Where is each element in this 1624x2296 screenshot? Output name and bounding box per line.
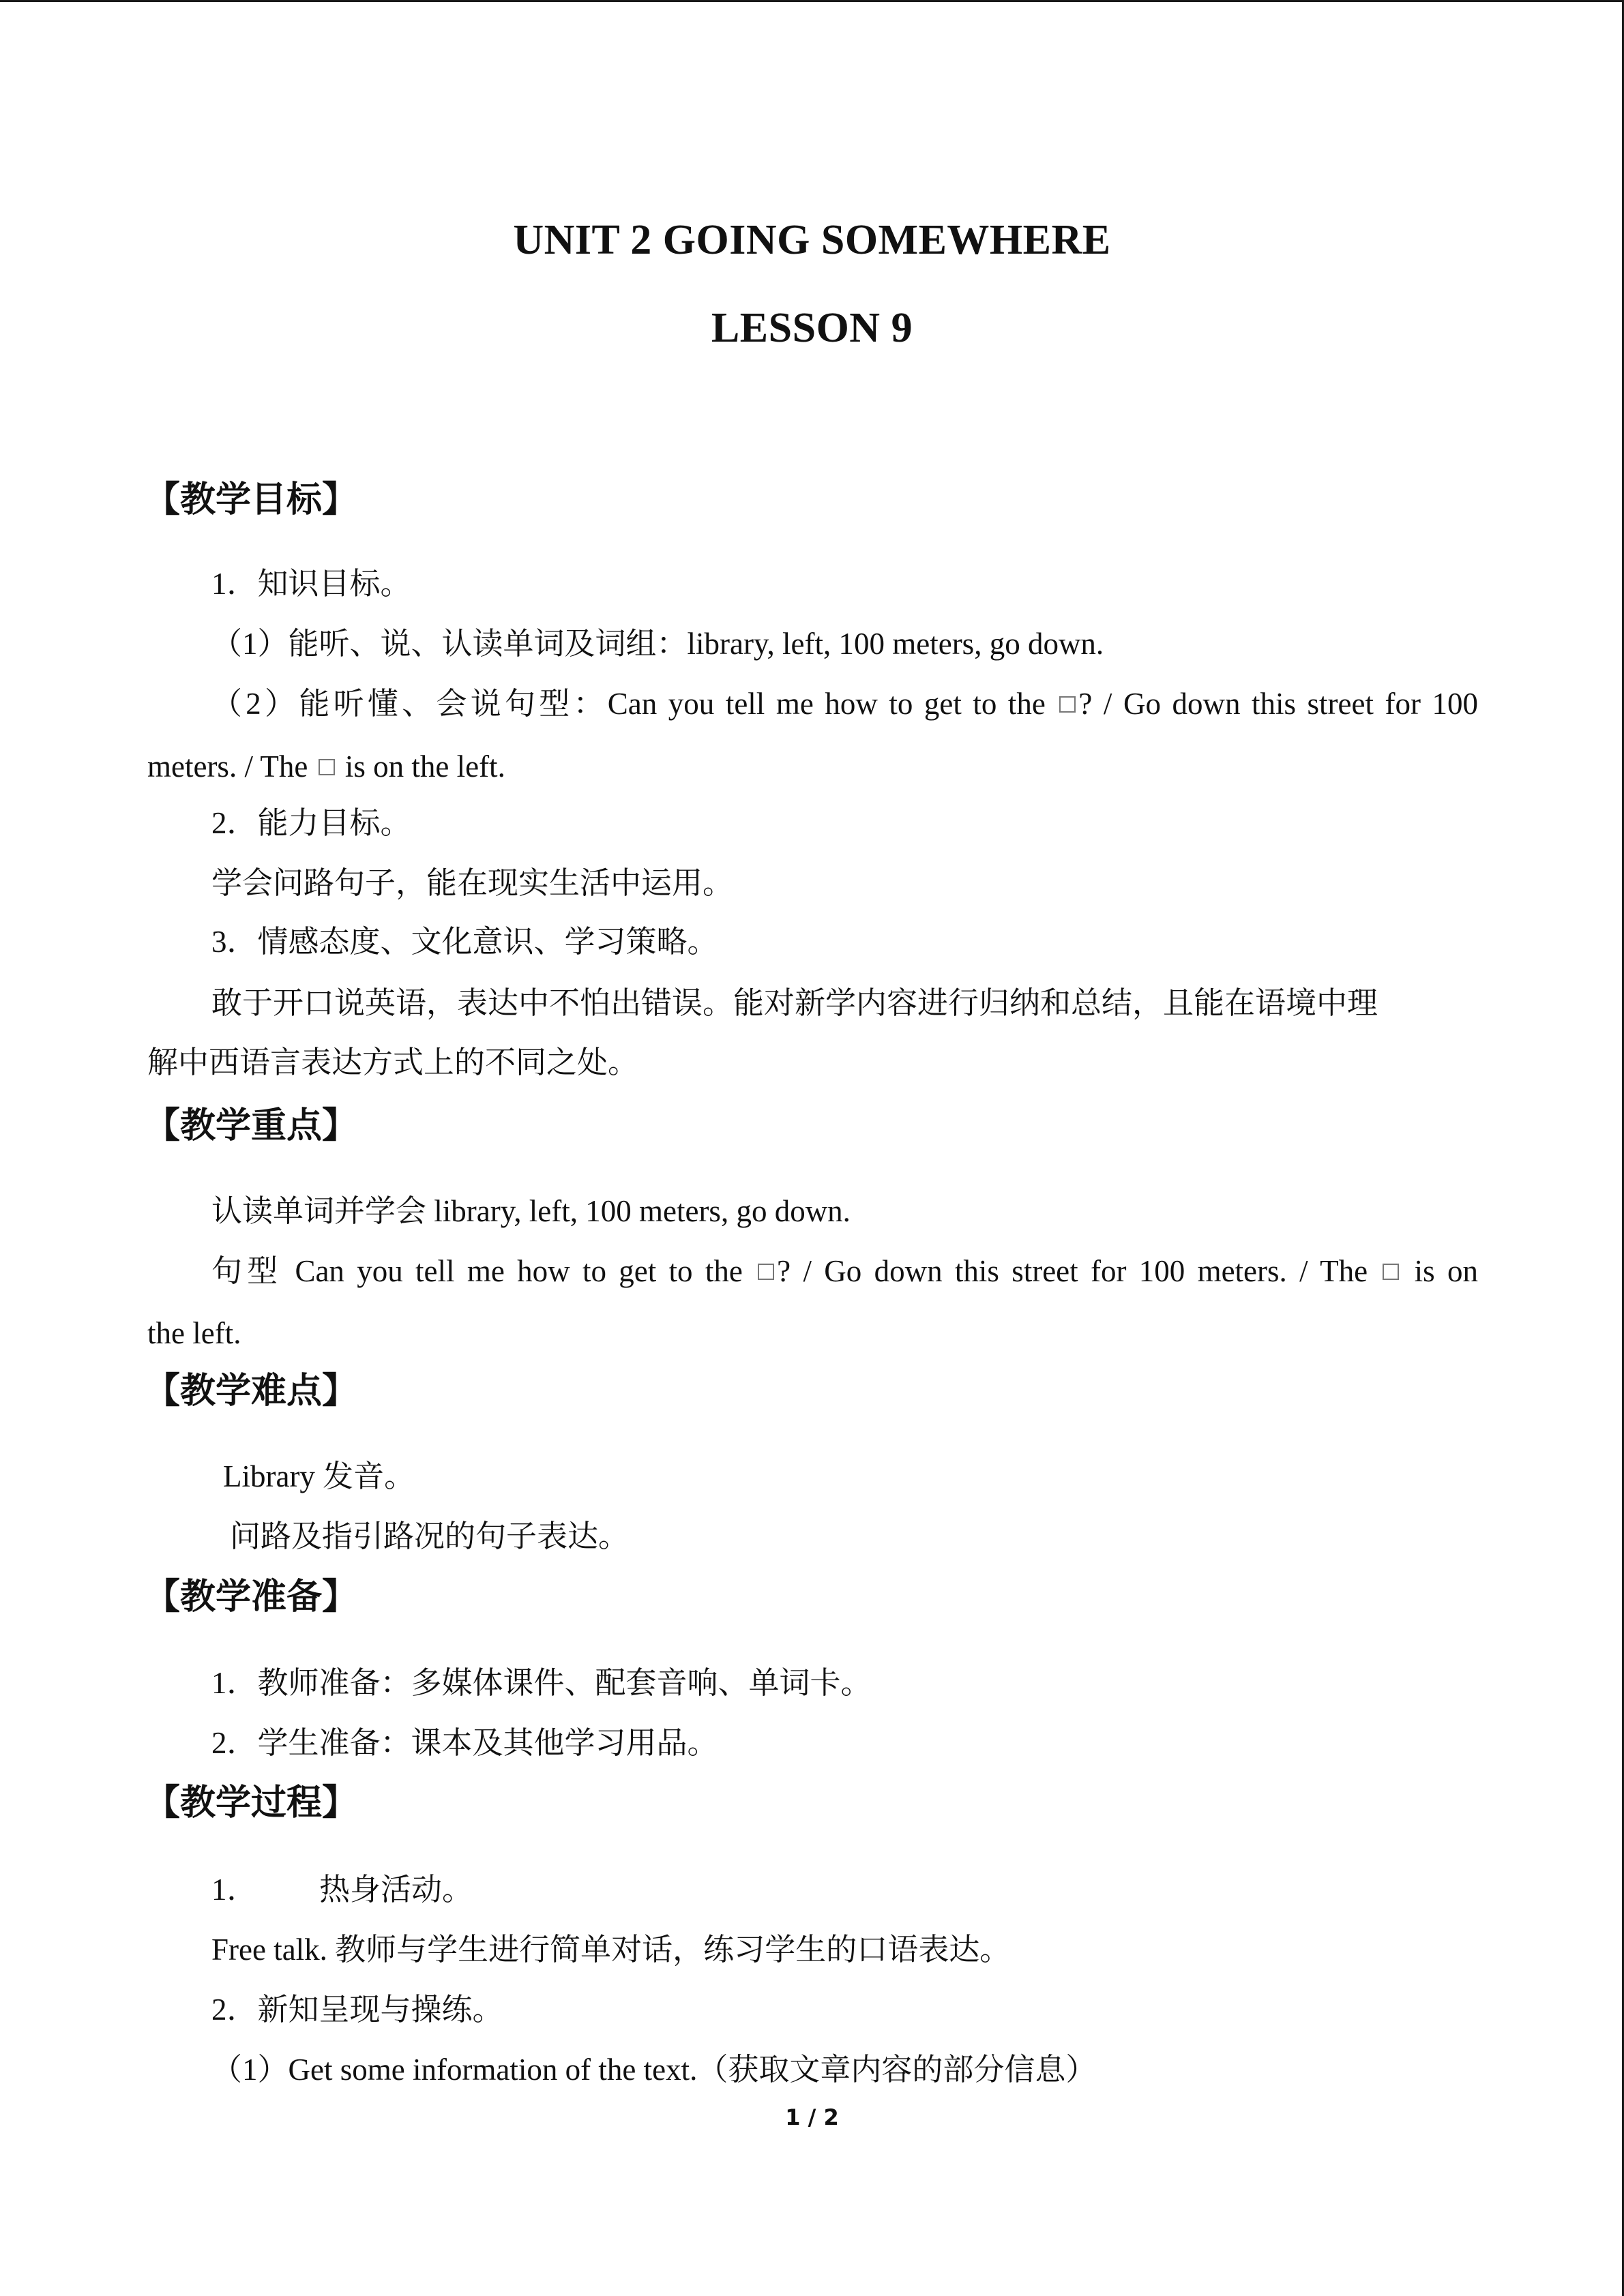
objectives-sub-2-cont [147,748,505,785]
preparation-line-1: 1．教师准备：多媒体课件、配套音响、单词卡。 [211,1666,872,1700]
blank-box [1059,696,1076,713]
document-title: UNIT 2 GOING SOMEWHERE [513,217,1111,263]
process-step-2: 2．新知呈现与操练。 [211,1993,503,2027]
objectives-item-2: 2．能力目标。 [211,806,411,840]
difficulties-line-2: 问路及指引路况的句子表达。 [230,1519,630,1553]
sentence-text: （2）能听懂、会说句型：Can you tell me how to get to the [211,687,1046,721]
key-points-line-1: 认读单词并学会 library, left, 100 meters, go down. [211,1194,851,1228]
key-points-line-2-cont: the left. [147,1316,241,1350]
process-step-2-sub-1: （1）Get some information of the text.（获取文章内容的部分信息） [211,2053,1097,2087]
lesson-title: LESSON 9 [711,305,913,351]
objectives-sub-2 [211,685,1478,722]
blank-box [758,1264,774,1280]
process-heading: 【教学过程】 [145,1783,358,1823]
sentence-text: 句型 Can you tell me how to get to the [211,1254,743,1288]
preparation-heading: 【教学准备】 [145,1577,358,1617]
objectives-item-1: 1．知识目标。 [211,567,411,601]
blank-box [319,759,335,775]
objectives-item-3-text-cont: 解中西语言表达方式上的不同之处。 [147,1045,639,1079]
objectives-item-3: 3．情感态度、文化意识、学习策略。 [211,925,718,959]
objectives-item-3-text: 敢于开口说英语，表达中不怕出错误。能对新学内容进行归纳和总结，且能在语境中理 [211,986,1378,1020]
objectives-item-2-text: 学会问路句子，能在现实生活中运用。 [211,866,734,900]
sentence-text: is on [1414,1254,1478,1288]
key-points-heading: 【教学重点】 [145,1105,358,1146]
sentence-text: meters. / The [147,749,308,784]
key-points-line-2 [211,1253,1478,1289]
page-number: 1 / 2 [785,2104,839,2130]
preparation-line-2: 2．学生准备：课本及其他学习用品。 [211,1726,718,1760]
process-step-1-text: Free talk. 教师与学生进行简单对话，练习学生的口语表达。 [211,1933,1011,1967]
sentence-text: is on the left. [344,749,505,784]
process-step-1-number: 1． [211,1873,258,1907]
difficulties-line-1: Library 发音。 [223,1459,415,1493]
blank-box [1383,1264,1399,1280]
objectives-sub-1: （1）能听、说、认读单词及词组：library, left, 100 meters, go down. [211,627,1104,661]
sentence-text: ? / Go down this street for 100 meters. / The [777,1254,1368,1288]
process-step-1-label: 热身活动。 [319,1873,473,1907]
sentence-text: ? / Go down this street for 100 [1078,687,1478,721]
objectives-heading: 【教学目标】 [145,479,358,520]
difficulties-heading: 【教学难点】 [145,1371,358,1412]
